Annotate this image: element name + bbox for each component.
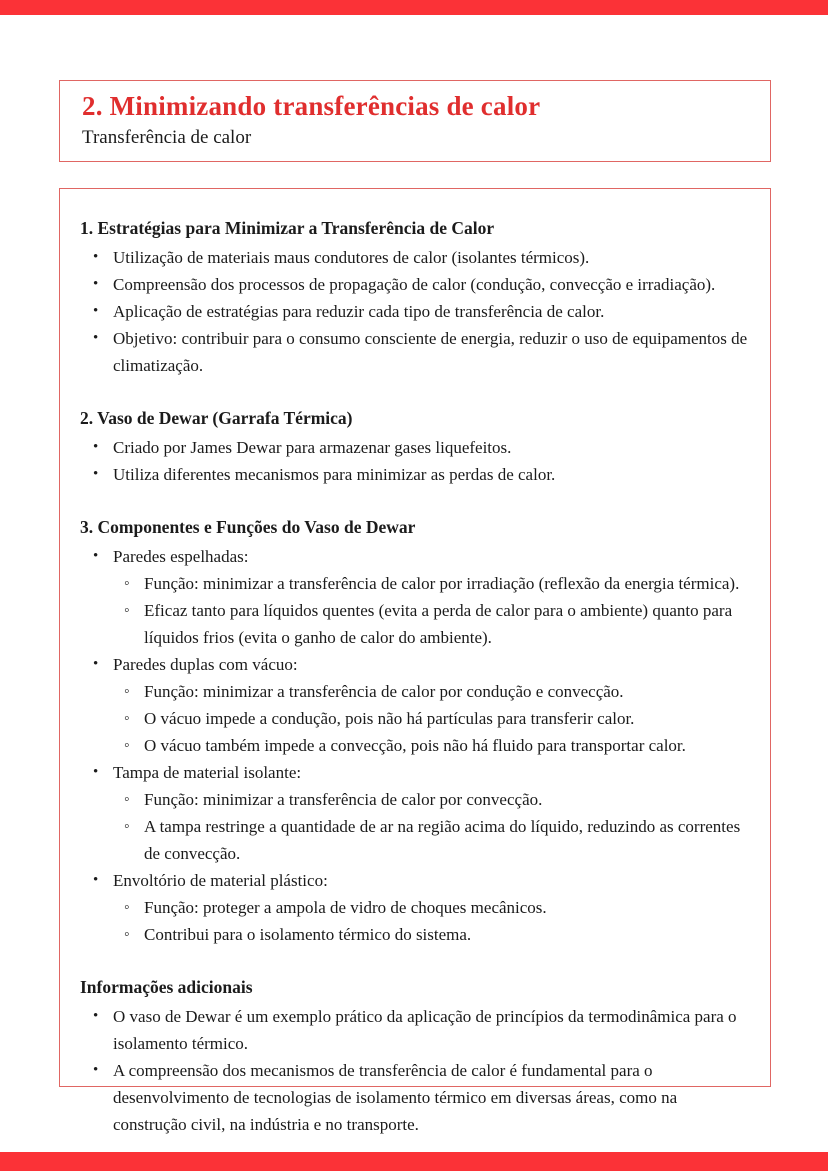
list-item-text: O vácuo impede a condução, pois não há partículas para transferir calor. (144, 709, 635, 728)
list-item (80, 434, 750, 461)
list-item (80, 543, 750, 570)
list-item-text: Função: minimizar a transferência de calor por condução e convecção. (144, 682, 624, 701)
bullet-icon: • (93, 548, 99, 564)
list-item (80, 244, 750, 271)
list-item (80, 651, 750, 678)
content-section (80, 974, 750, 1138)
section-items (80, 244, 750, 379)
list-item (80, 1003, 750, 1057)
bullet-icon: • (93, 276, 99, 292)
top-accent-band (0, 0, 828, 15)
bullet-icon: • (93, 1008, 99, 1024)
content-section (80, 405, 750, 488)
section-heading: 1. Estratégias para Minimizar a Transferência de Calor (80, 218, 495, 238)
list-item-text: A compreensão dos mecanismos de transferência de calor é fundamental para o desenvolvimento de tecnologias de isolamento térmico em diversas áreas, como na construção civil, na indústria e no transporte. (113, 1061, 678, 1134)
list-item-text: Compreensão dos processos de propagação de calor (condução, convecção e irradiação). (113, 275, 716, 294)
list-item-text: Paredes espelhadas: (113, 547, 249, 566)
list-item (80, 705, 750, 732)
bullet-icon: ◦ (124, 926, 130, 943)
list-item (80, 461, 750, 488)
list-item-text: Utilização de materiais maus condutores de calor (isolantes térmicos). (113, 248, 590, 267)
content-box (59, 188, 771, 1134)
list-item-text: O vácuo também impede a convecção, pois não há fluido para transportar calor. (144, 736, 686, 755)
list-item-text: A tampa restringe a quantidade de ar na região acima do líquido, reduzindo as correntes de convecção. (144, 817, 741, 863)
bullet-icon: • (93, 303, 99, 319)
bullet-icon: ◦ (124, 899, 130, 916)
list-item (80, 1057, 750, 1138)
header-box (59, 80, 771, 162)
list-item (80, 786, 750, 813)
list-item (80, 298, 750, 325)
bullet-icon: ◦ (124, 737, 130, 754)
bullet-icon: ◦ (124, 683, 130, 700)
section-heading: 2. Vaso de Dewar (Garrafa Térmica) (80, 408, 353, 428)
list-item (80, 597, 750, 651)
content-section (80, 514, 750, 948)
bullet-icon: • (93, 466, 99, 482)
list-item-text: Paredes duplas com vácuo: (113, 655, 298, 674)
list-item (80, 867, 750, 894)
list-item (80, 921, 750, 948)
section-heading: Informações adicionais (80, 977, 253, 997)
bullet-icon: • (93, 439, 99, 455)
section-items (80, 543, 750, 948)
list-item-text: Aplicação de estratégias para reduzir cada tipo de transferência de calor. (113, 302, 605, 321)
list-item (80, 732, 750, 759)
bullet-icon: • (93, 249, 99, 265)
bullet-icon: • (93, 764, 99, 780)
bullet-icon: ◦ (124, 818, 130, 835)
content-section (80, 215, 750, 379)
list-item-text: Tampa de material isolante: (113, 763, 302, 782)
page-subtitle: Transferência de calor (82, 127, 252, 148)
bullet-icon: • (93, 656, 99, 672)
list-item (80, 271, 750, 298)
list-item-text: Criado por James Dewar para armazenar gases liquefeitos. (113, 438, 512, 457)
list-item-text: Envoltório de material plástico: (113, 871, 328, 890)
list-item (80, 813, 750, 867)
list-item-text: O vaso de Dewar é um exemplo prático da aplicação de princípios da termodinâmica para o isolamento térmico. (113, 1007, 737, 1053)
list-item-text: Contribui para o isolamento térmico do sistema. (144, 925, 472, 944)
list-item (80, 759, 750, 786)
section-items (80, 434, 750, 488)
page-title: 2. Minimizando transferências de calor (82, 91, 541, 121)
list-item-text: Função: proteger a ampola de vidro de choques mecânicos. (144, 898, 547, 917)
bullet-icon: ◦ (124, 791, 130, 808)
list-item-text: Função: minimizar a transferência de calor por irradiação (reflexão da energia térmica). (144, 574, 740, 593)
bottom-accent-band (0, 1152, 828, 1171)
bullet-icon: ◦ (124, 602, 130, 619)
bullet-icon: • (93, 872, 99, 888)
section-items (80, 1003, 750, 1138)
section-heading: 3. Componentes e Funções do Vaso de Dewar (80, 517, 416, 537)
bullet-icon: ◦ (124, 575, 130, 592)
list-item (80, 325, 750, 379)
bullet-icon: • (93, 330, 99, 346)
list-item (80, 678, 750, 705)
list-item (80, 894, 750, 921)
list-item-text: Função: minimizar a transferência de calor por convecção. (144, 790, 543, 809)
bullet-icon: • (93, 1062, 99, 1078)
list-item-text: Utiliza diferentes mecanismos para minimizar as perdas de calor. (113, 465, 556, 484)
bullet-icon: ◦ (124, 710, 130, 727)
list-item-text: Eficaz tanto para líquidos quentes (evita a perda de calor para o ambiente) quanto para líquidos frios (evita o ganho de calor do ambiente). (144, 601, 733, 647)
list-item-text: Objetivo: contribuir para o consumo consciente de energia, reduzir o uso de equipamentos de climatização. (113, 329, 748, 375)
list-item (80, 570, 750, 597)
